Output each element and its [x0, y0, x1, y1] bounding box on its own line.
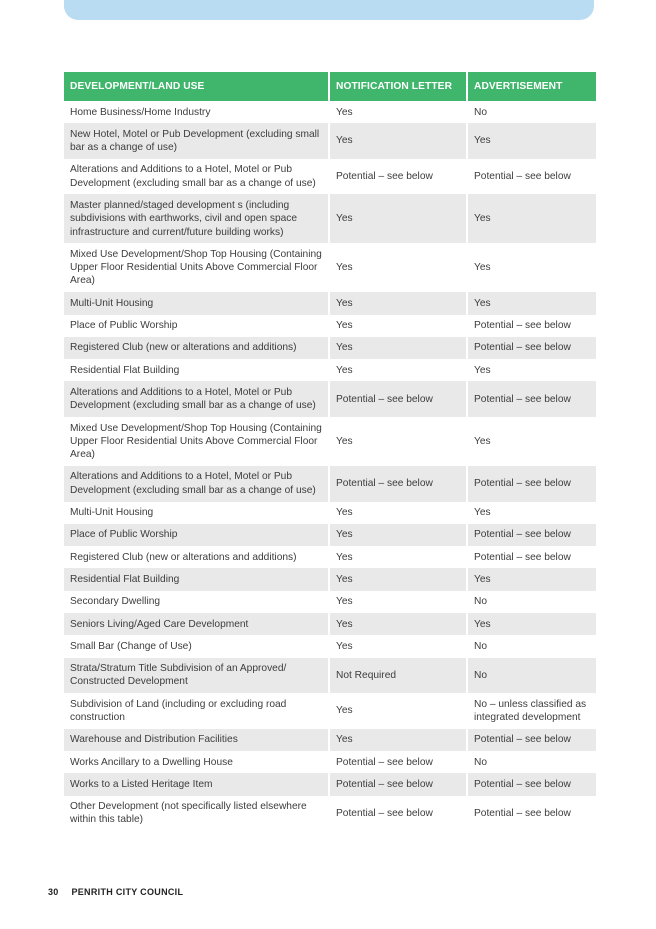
- cell-advertisement: Yes: [474, 507, 491, 519]
- cell-advertisement: Yes: [468, 194, 596, 243]
- cell-advertisement: Potential – see below: [468, 729, 596, 751]
- cell-advertisement: No: [474, 756, 488, 768]
- cell-land-use: Home Business/Home Industry: [70, 106, 211, 118]
- cell-advertisement: No: [468, 658, 596, 694]
- cell-advertisement: Potential – see below: [468, 381, 596, 417]
- cell-notification-letter: Yes: [336, 106, 353, 118]
- cell-notification-letter: Yes: [336, 640, 353, 652]
- cell-notification-letter: Yes: [336, 507, 353, 519]
- cell-land-use: Works to a Listed Heritage Item: [64, 773, 328, 795]
- table-row: [64, 337, 596, 359]
- page-footer: [48, 887, 183, 897]
- cell-land-use: Other Development (not specifically listed elsewhere within this table): [70, 801, 307, 826]
- cell-notification-letter: Yes: [336, 551, 353, 563]
- cell-notification-letter: Yes: [336, 435, 353, 447]
- table-row: [64, 635, 596, 657]
- cell-land-use: Alterations and Additions to a Hotel, Motel or Pub Development (excluding small bar as a change of use): [64, 466, 328, 502]
- cell-notification-letter: Yes: [330, 123, 466, 159]
- cell-advertisement: Yes: [468, 123, 596, 159]
- table-row: [64, 159, 596, 195]
- table-row: [64, 292, 596, 314]
- cell-land-use: Seniors Living/Aged Care Development: [64, 613, 328, 635]
- cell-notification-letter: Yes: [336, 320, 353, 332]
- cell-notification-letter: Potential – see below: [330, 381, 466, 417]
- cell-land-use: Warehouse and Distribution Facilities: [64, 729, 328, 751]
- cell-notification-letter: Yes: [330, 194, 466, 243]
- table-row: [64, 796, 596, 832]
- cell-notification-letter: Potential – see below: [330, 773, 466, 795]
- cell-land-use: Secondary Dwelling: [70, 596, 161, 608]
- table-row: [64, 123, 596, 159]
- cell-land-use: Registered Club (new or alterations and additions): [64, 337, 328, 359]
- cell-notification-letter: Yes: [336, 705, 353, 717]
- table-row: [64, 613, 596, 635]
- cell-advertisement: Yes: [474, 262, 491, 274]
- table-row: [64, 381, 596, 417]
- table-row: [64, 315, 596, 337]
- cell-land-use: Master planned/staged development s (including subdivisions with earthworks, civil and open space infrastructure and current/future building works): [64, 194, 328, 243]
- table-row: [64, 591, 596, 613]
- cell-notification-letter: Yes: [336, 596, 353, 608]
- cell-land-use: Alterations and Additions to a Hotel, Motel or Pub Development (excluding small bar as a change of use): [64, 381, 328, 417]
- cell-notification-letter: Potential – see below: [336, 807, 433, 819]
- cell-notification-letter: Yes: [336, 262, 353, 274]
- cell-advertisement: Potential – see below: [474, 807, 571, 819]
- cell-advertisement: Potential – see below: [468, 337, 596, 359]
- cell-land-use: Alterations and Additions to a Hotel, Motel or Pub Development (excluding small bar as a change of use): [70, 164, 316, 189]
- cell-notification-letter: Potential – see below: [336, 756, 433, 768]
- cell-notification-letter: Yes: [330, 337, 466, 359]
- cell-land-use: Subdivision of Land (including or excluding road construction: [70, 698, 287, 723]
- cell-advertisement: Yes: [468, 568, 596, 590]
- organisation-name: PENRITH CITY COUNCIL: [71, 887, 184, 897]
- cell-land-use: Mixed Use Development/Shop Top Housing (Containing Upper Floor Residential Units Above Commercial Floor Area): [70, 248, 322, 287]
- page-number: 30: [48, 887, 59, 897]
- cell-land-use: Strata/Stratum Title Subdivision of an Approved/ Constructed Development: [64, 658, 328, 694]
- cell-land-use: Multi-Unit Housing: [64, 292, 328, 314]
- cell-land-use: Mixed Use Development/Shop Top Housing (Containing Upper Floor Residential Units Above Commercial Floor Area): [70, 422, 322, 461]
- table-row: [64, 773, 596, 795]
- cell-land-use: Place of Public Worship: [70, 320, 178, 332]
- cell-advertisement: No: [474, 596, 488, 608]
- cell-notification-letter: Yes: [330, 613, 466, 635]
- cell-land-use: Residential Flat Building: [64, 568, 328, 590]
- table-row: [64, 693, 596, 729]
- cell-advertisement: Yes: [468, 613, 596, 635]
- cell-advertisement: Potential – see below: [474, 171, 571, 183]
- cell-advertisement: Yes: [474, 435, 491, 447]
- cell-advertisement: Potential – see below: [468, 466, 596, 502]
- cell-advertisement: No: [474, 106, 488, 118]
- table-row: [64, 243, 596, 292]
- table-row: [64, 751, 596, 773]
- cell-advertisement: Yes: [468, 292, 596, 314]
- table-row: [64, 524, 596, 546]
- table-header-row: [64, 72, 596, 101]
- cell-advertisement: Yes: [474, 364, 491, 376]
- cell-notification-letter: Potential – see below: [330, 466, 466, 502]
- table-row: [64, 359, 596, 381]
- cell-land-use: Works Ancillary to a Dwelling House: [70, 756, 233, 768]
- cell-advertisement: Potential – see below: [468, 524, 596, 546]
- cell-land-use: Multi-Unit Housing: [70, 507, 154, 519]
- table-row: [64, 502, 596, 524]
- header-notification-letter: NOTIFICATION LETTER: [330, 72, 466, 101]
- cell-land-use: Registered Club (new or alterations and additions): [70, 551, 297, 563]
- notification-table: [62, 72, 598, 831]
- table-row: [64, 568, 596, 590]
- cell-land-use: Residential Flat Building: [70, 364, 180, 376]
- table-row: [64, 101, 596, 123]
- table-row: [64, 729, 596, 751]
- cell-land-use: Small Bar (Change of Use): [70, 640, 192, 652]
- table-row: [64, 658, 596, 694]
- header-development-land-use: DEVELOPMENT/LAND USE: [64, 72, 328, 101]
- cell-notification-letter: Yes: [330, 524, 466, 546]
- table-body: [64, 101, 596, 831]
- top-banner: [64, 0, 594, 20]
- header-advertisement: ADVERTISEMENT: [468, 72, 596, 101]
- cell-notification-letter: Not Required: [330, 658, 466, 694]
- cell-advertisement: Potential – see below: [468, 773, 596, 795]
- cell-advertisement: No: [474, 640, 488, 652]
- table-row: [64, 194, 596, 243]
- cell-advertisement: No – unless classified as integrated development: [474, 698, 587, 723]
- cell-notification-letter: Yes: [330, 568, 466, 590]
- cell-land-use: New Hotel, Motel or Pub Development (excluding small bar as a change of use): [64, 123, 328, 159]
- cell-notification-letter: Yes: [336, 364, 353, 376]
- cell-advertisement: Potential – see below: [474, 551, 571, 563]
- table-row: [64, 546, 596, 568]
- cell-notification-letter: Yes: [330, 729, 466, 751]
- cell-advertisement: Potential – see below: [474, 320, 571, 332]
- table-row: [64, 417, 596, 466]
- cell-land-use: Place of Public Worship: [64, 524, 328, 546]
- cell-notification-letter: Yes: [330, 292, 466, 314]
- table-row: [64, 466, 596, 502]
- cell-notification-letter: Potential – see below: [336, 171, 433, 183]
